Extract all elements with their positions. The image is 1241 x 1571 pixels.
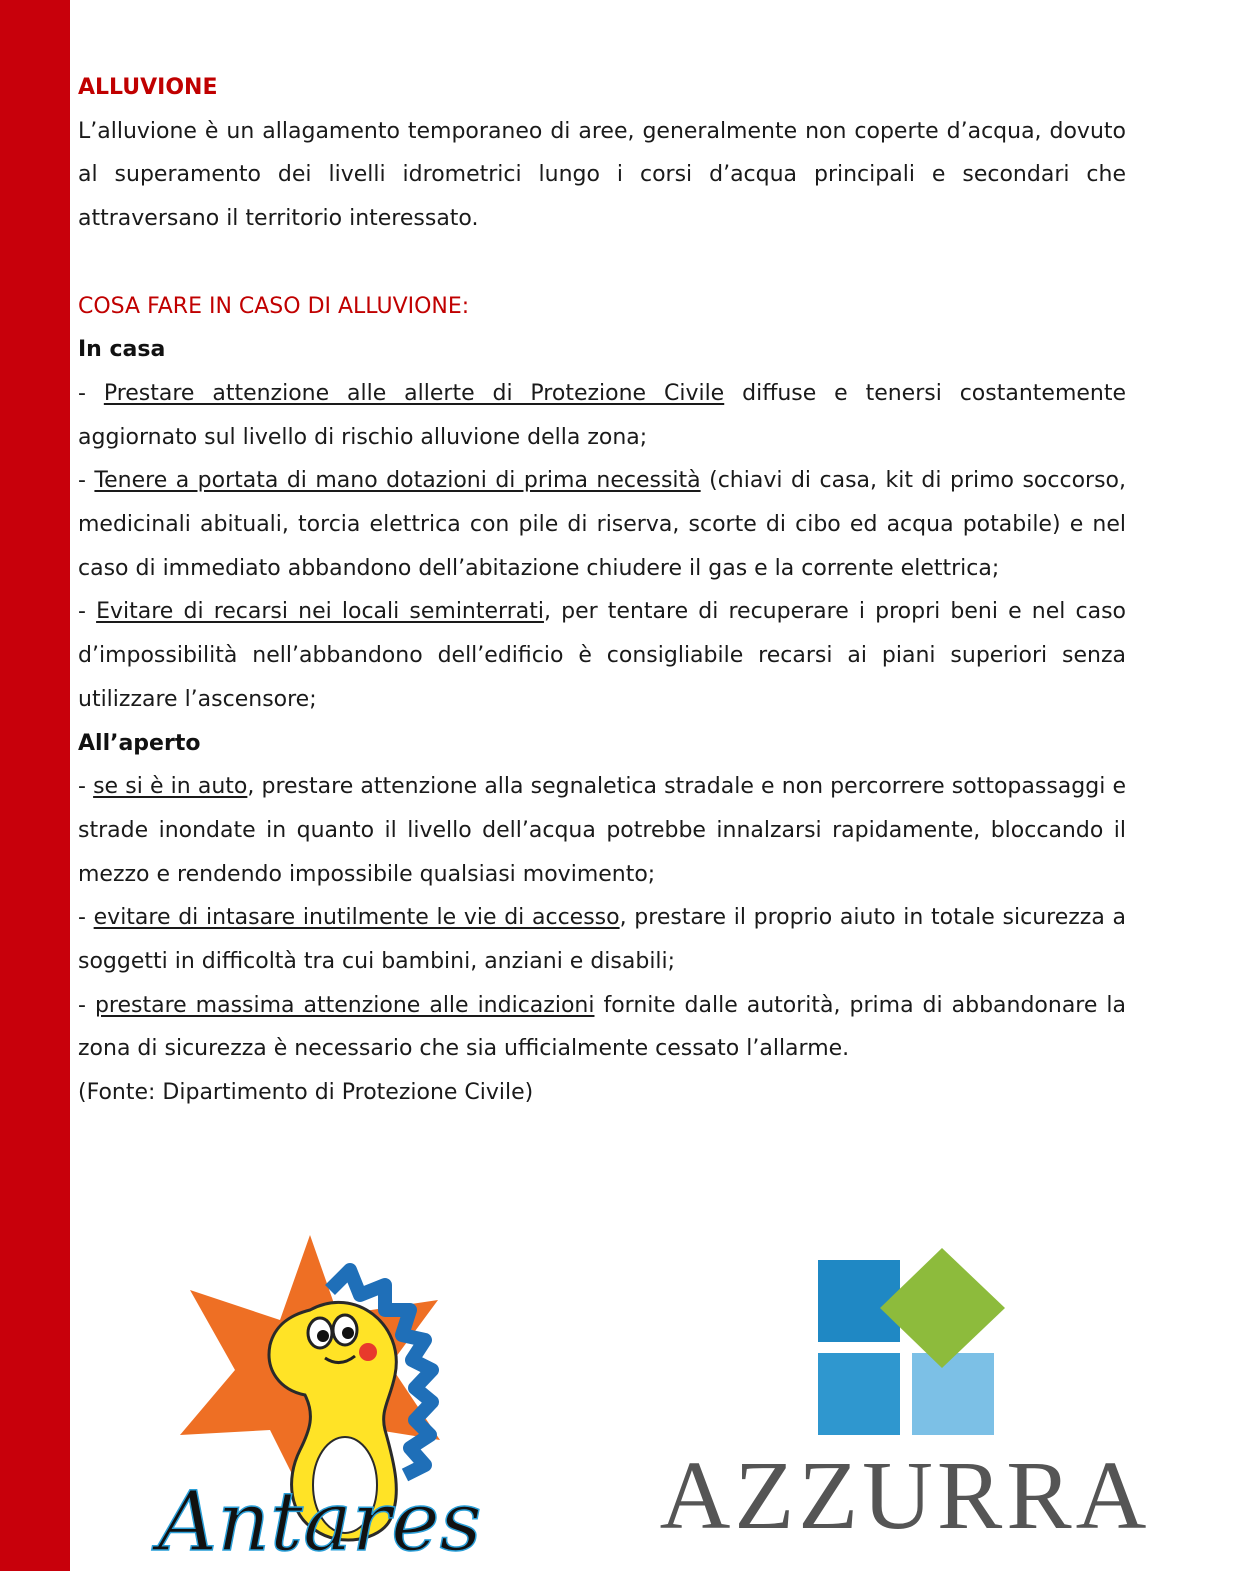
section-heading: COSA FARE IN CASO DI ALLUVIONE: <box>78 293 470 319</box>
left-red-margin-bar <box>0 0 70 1571</box>
list-item: - Evitare di recarsi nei locali seminterrati, per tentare di recuperare i propri beni e nel caso d’impossibilità nell’abbandono dell’edificio è consigliabile recarsi ai piani superiori senza utilizzare l’ascensore; <box>78 599 1127 712</box>
list-item: - se si è in auto, prestare attenzione alla segnaletica stradale e non percorrere sottopassaggi e strade inondate in quanto il livello dell’acqua potrebbe innalzarsi rapidamente, bloccando il mezzo e rendendo impossibile qualsiasi movimento; <box>78 774 1127 887</box>
antares-logo <box>140 1230 540 1571</box>
azzurra-wordmark: AZZURRA <box>660 1442 1150 1538</box>
azzurra-logo <box>660 1238 1150 1538</box>
azzurra-blue-square-bottom-right <box>912 1353 994 1435</box>
antares-logo-graphic <box>140 1230 540 1571</box>
subheading-all-aperto: All’aperto <box>78 730 201 756</box>
list-item: - Prestare attenzione alle allerte di Protezione Civile diffuse e tenersi costantemente aggiornato sul livello di rischio alluvione della zona; <box>78 380 1127 450</box>
azzurra-blue-square-bottom-left <box>818 1353 900 1435</box>
list-item: - prestare massima attenzione alle indicazioni fornite dalle autorità, prima di abbandonare la zona di sicurezza è necessario che sia ufficialmente cessato l’allarme. <box>78 992 1126 1062</box>
list-item: - evitare di intasare inutilmente le vie di accesso, prestare il proprio aiuto in totale sicurezza a soggetti in difficoltà tra cui bambini, anziani e disabili; <box>78 905 1126 975</box>
dino-cheek <box>359 1343 377 1361</box>
intro-paragraph: L’alluvione è un allagamento temporaneo di aree, generalmente non coperte d’acqua, dovuto al superamento dei livelli idrometrici lungo i corsi d’acqua principali e secondari che attraversano il territorio interessato. <box>78 118 1126 232</box>
page-title: ALLUVIONE <box>78 75 218 100</box>
antares-logo-text: Antares <box>158 1475 482 1570</box>
document-body <box>78 66 1126 1115</box>
azzurra-logo-graphic <box>660 1238 1150 1538</box>
source-citation: (Fonte: Dipartimento di Protezione Civile) <box>78 1080 534 1106</box>
list-item: - Tenere a portata di mano dotazioni di prima necessità (chiavi di casa, kit di primo soccorso, medicinali abituali, torcia elettrica con pile di riserva, scorte di cibo ed acqua potabile) e nel caso di immediato abbandono dell’abitazione chiudere il gas e la corrente elettrica; <box>78 468 1127 581</box>
subheading-in-casa: In casa <box>78 337 166 363</box>
